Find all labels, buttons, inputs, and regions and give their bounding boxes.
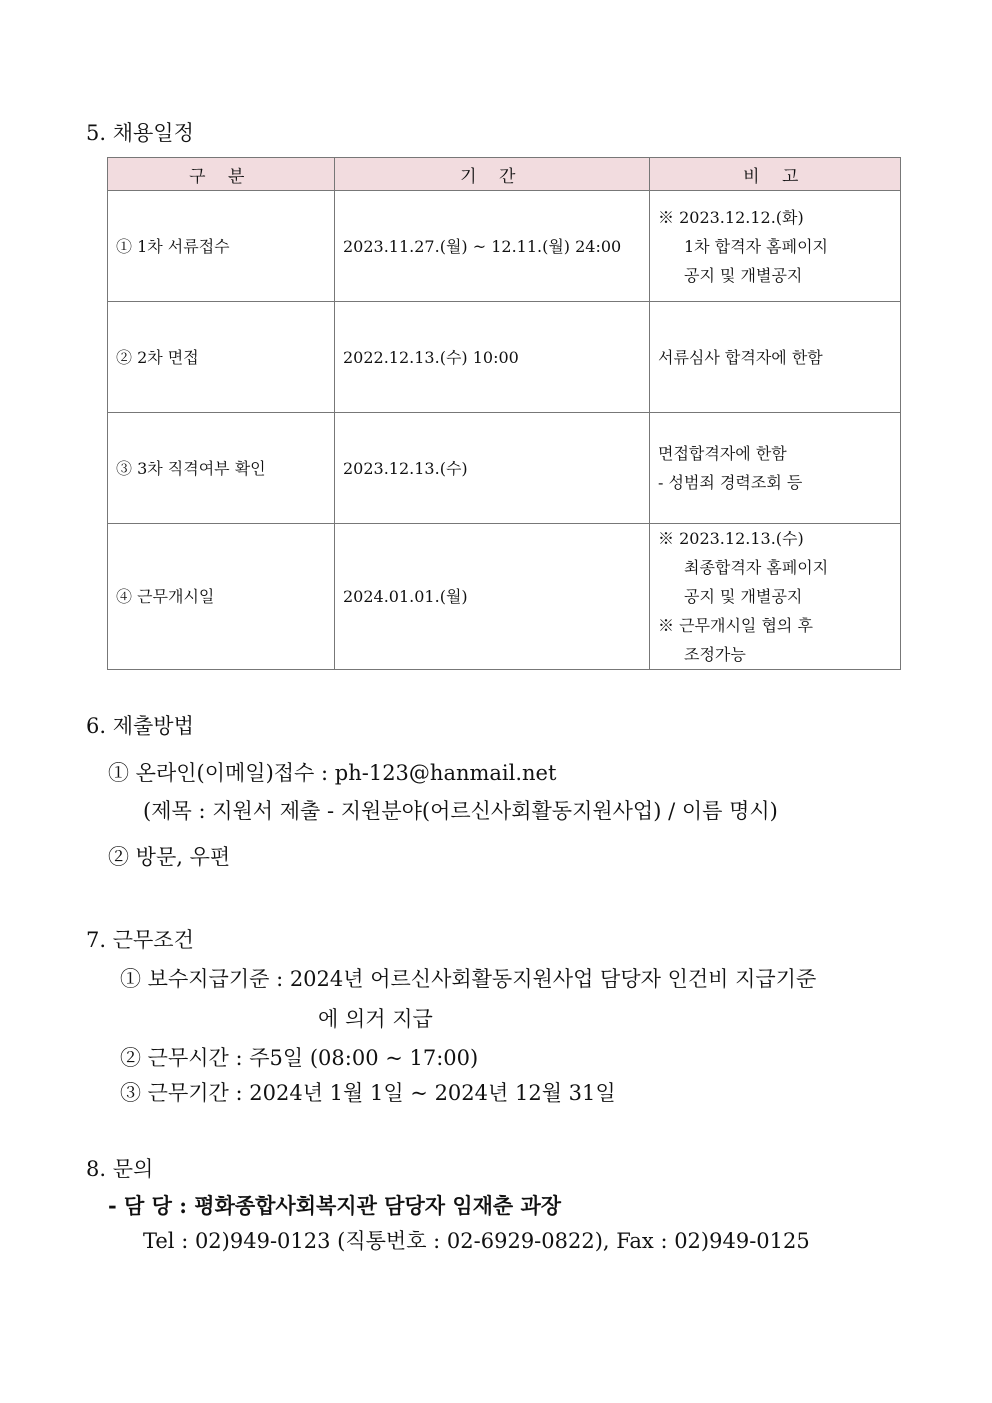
note-line: - 성범죄 경력조회 등 [658,473,803,492]
note-line: 공지 및 개별공지 [684,265,803,285]
header-note: 비 고 [650,158,901,191]
note-line: 1차 합격자 홈페이지 [684,236,828,256]
note-line: 공지 및 개별공지 [684,587,803,606]
note-line: ※ 2023.12.13.(수) [658,529,804,548]
schedule-step: ③ 3차 직격여부 확인 [108,413,335,524]
header-period: 기 간 [335,158,650,191]
section-6-title: 6. 제출방법 [86,714,194,738]
schedule-step: ② 2차 면접 [108,302,335,413]
schedule-period: 2023.12.13.(수) [335,413,650,524]
contact-person: - 담 당 : 평화종합사회복지관 담당자 임재춘 과장 [108,1193,562,1218]
schedule-step: ① 1차 서류접수 [108,191,335,302]
table-row [108,191,901,302]
note-line: 서류심사 합격자에 한함 [658,347,823,367]
schedule-table [107,157,901,670]
note-line: ※ 2023.12.12.(화) [658,207,804,227]
table-header-row [108,158,901,191]
section-8-title: 8. 문의 [86,1157,154,1181]
note-line: 면접합격자에 한함 [658,444,787,463]
section-7-title: 7. 근무조건 [86,928,194,952]
schedule-step: ④ 근무개시일 [108,524,335,670]
table-row [108,413,901,524]
work-condition-hours: ② 근무시간 : 주5일 (08:00 ~ 17:00) [120,1046,479,1070]
work-condition-salary: ① 보수지급기준 : 2024년 어르신사회활동지원사업 담당자 인건비 지급기준 [120,967,817,991]
note-line: 조정가능 [684,645,746,664]
schedule-note [650,524,901,670]
schedule-note [650,191,901,302]
work-condition-period: ③ 근무기간 : 2024년 1월 1일 ~ 2024년 12월 31일 [120,1081,616,1105]
header-category: 구 분 [108,158,335,191]
submit-method-online: ① 온라인(이메일)접수 : ph-123@hanmail.net [108,761,557,785]
schedule-period: 2022.12.13.(수) 10:00 [335,302,650,413]
submit-method-subject-note: (제목 : 지원서 제출 - 지원분야(어르신사회활동지원사업) / 이름 명시) [143,799,778,823]
contact-phone-fax: Tel : 02)949-0123 (직통번호 : 02-6929-0822), Fax : 02)949-0125 [143,1229,810,1253]
work-condition-salary-cont: 에 의거 지급 [318,1007,433,1031]
schedule-note [650,413,901,524]
submit-method-visit: ② 방문, 우편 [108,845,231,869]
schedule-period: 2024.01.01.(월) [335,524,650,670]
table-row [108,524,901,670]
note-line: ※ 근무개시일 협의 후 [658,616,813,635]
section-5-title: 5. 채용일정 [86,121,194,145]
table-row [108,302,901,413]
schedule-period: 2023.11.27.(월) ~ 12.11.(월) 24:00 [335,191,650,302]
schedule-note [650,302,901,413]
note-line: 최종합격자 홈페이지 [684,558,829,577]
